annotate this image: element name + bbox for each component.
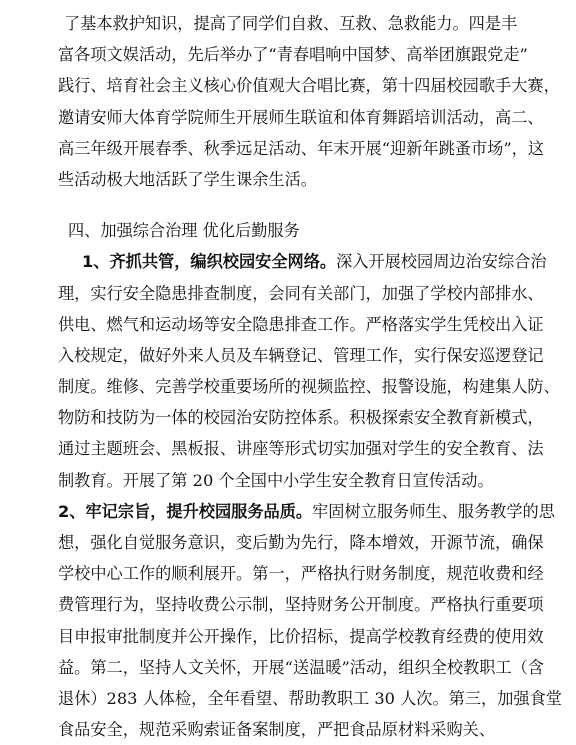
- text-line: 退休）283 人体检，全年看望、帮助教职工 30 人次。第三，加强食堂: [58, 688, 562, 708]
- text-line: 供电、燃气和运动场等安全隐患排查工作。严格落实学生凭校出入证: [58, 314, 544, 334]
- text-line: 些活动极大地活跃了学生课余生活。: [58, 169, 317, 189]
- text-line: 践行、培育社会主义核心价值观大合唱比赛，第十四届校园歌手大赛，: [58, 76, 560, 96]
- item-title: 1、齐抓共管，编织校园安全网络。: [82, 252, 337, 272]
- text-line: 富各项文娱活动，先后举办了“青春唱响中国梦、高举团旗跟党走”: [58, 45, 528, 65]
- text-line: 物防和技防为一体的校园治安防控体系。积极探索安全教育新模式，: [58, 408, 544, 428]
- item-lead-line: [58, 496, 555, 527]
- document-page: [58, 8, 562, 745]
- item-service: [58, 496, 562, 745]
- section-gap: [58, 195, 524, 215]
- item-lead-text: 牢固树立服务师生、服务教学的思: [312, 501, 555, 521]
- item-lead-text: 深入开展校园周边治安综合治: [336, 252, 547, 272]
- text-line: 高三年级开展春季、秋季远足活动、年末开展“迎新年跳蚤市场”，这: [58, 138, 544, 158]
- text-line: 目申报审批制度并公开操作，比价招标，提高学校教育经费的使用效: [58, 626, 544, 646]
- text-line: 理，实行安全隐患排查制度，会同有关部门，加强了学校内部排水、: [58, 283, 544, 303]
- text-line: 入校规定，做好外来人员及车辆登记、管理工作，实行保安巡逻登记: [58, 345, 544, 365]
- text-line: 食品安全，规范采购索证备案制度，严把食品原材料采购关、: [58, 720, 496, 740]
- text-line: 想，强化自觉服务意识，变后勤为先行，降本增效，开源节流，确保: [58, 533, 544, 552]
- text-line: 邀请安师大体育学院师生开展师生联谊和体育舞蹈培训活动，高二、: [58, 107, 544, 127]
- text-line: 了基本救护知识，提高了同学们自救、互救、急救能力。四是丰: [64, 14, 518, 33]
- text-line: 益。第二，坚持人文关怀，开展“送温暖”活动，组织全校教职工（含: [58, 657, 544, 677]
- item-safety: [58, 246, 560, 496]
- text-line: 制教育。开展了第 20 个全国中小学生安全教育日宣传活动。: [58, 470, 494, 490]
- item-lead-line: [58, 246, 547, 277]
- paragraph-activities: [58, 8, 560, 195]
- text-line: 制度。维修、完善学校重要场所的视频监控、报警设施，构建集人防、: [58, 377, 560, 397]
- item-title: 2、牢记宗旨，提升校园服务品质。: [58, 501, 313, 521]
- section-heading: 四、加强综合治理 优化后勤服务: [68, 221, 300, 241]
- text-line: 通过主题班会、黑板报、讲座等形式切实加强对学生的安全教育、法: [58, 439, 544, 459]
- text-line: 费管理行为，坚持收费公示制，坚持财务公开制度。严格执行重要项: [58, 595, 544, 615]
- text-line: 学校中心工作的顺利展开。第一，严格执行财务制度，规范收费和经: [58, 564, 544, 584]
